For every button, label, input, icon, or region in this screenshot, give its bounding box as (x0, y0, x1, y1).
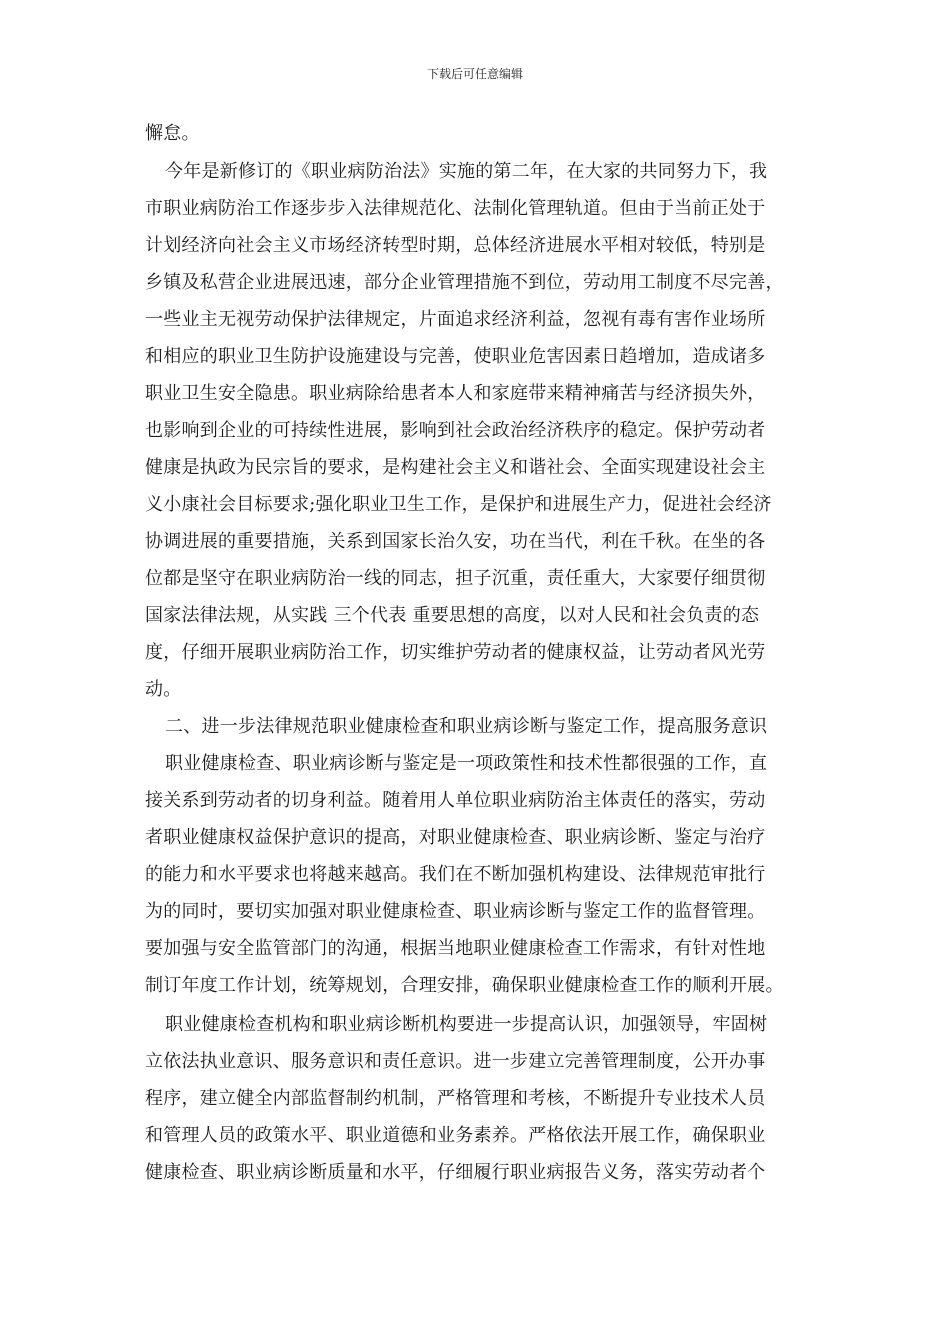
text-line: 职业健康检查机构和职业病诊断机构要进一步提高认识，加强领导，牢固树 (165, 1014, 768, 1035)
text-line: 也影响到企业的可持续性进展，影响到社会政治经济秩序的稳定。保护劳动者 (145, 420, 766, 441)
text-line: 国家法律法规，从实践 三个代表 重要思想的高度，以对人民和社会负责的态 (145, 605, 760, 626)
text-line: 一些业主无视劳动保护法律规定，片面追求经济利益，忽视有毒有害作业场所 (145, 309, 766, 330)
text-line: 和相应的职业卫生防护设施建设与完善，使职业危害因素日趋增加，造成诸多 (145, 346, 766, 367)
text-line: 乡镇及私营企业进展迅速，部分企业管理措施不到位，劳动用工制度不尽完善， (145, 272, 784, 293)
text-line: 立依法执业意识、服务意识和责任意识。进一步建立完善管理制度，公开办事 (145, 1051, 766, 1072)
text-line: 接关系到劳动者的切身利益。随着用人单位职业病防治主体责任的落实，劳动 (145, 790, 766, 811)
text-line: 健康是执政为民宗旨的要求，是构建社会主义和谐社会、全面实现建设社会主 (145, 457, 766, 478)
text-line: 计划经济向社会主义市场经济转型时期，总体经济进展水平相对较低，特别是 (145, 235, 766, 256)
text-line: 今年是新修订的《职业病防治法》实施的第二年，在大家的共同努力下，我 (165, 161, 768, 182)
text-line: 市职业病防治工作逐步步入法律规范化、法制化管理轨道。但由于当前正处于 (145, 198, 766, 219)
text-line: 健康检查、职业病诊断质量和水平，仔细履行职业病报告义务，落实劳动者个 (145, 1162, 766, 1183)
text-line: 协调进展的重要措施，关系到国家长治久安，功在当代，利在千秋。在坐的各 (145, 531, 766, 552)
text-line: 者职业健康权益保护意识的提高，对职业健康检查、职业病诊断、鉴定与治疗 (145, 827, 766, 848)
text-line: 职业卫生安全隐患。职业病除给患者本人和家庭带来精神痛苦与经济损失外， (145, 383, 766, 404)
text-line: 程序，建立健全内部监督制约机制，严格管理和考核，不断提升专业技术人员 (145, 1088, 766, 1109)
page-header: 下载后可任意编辑 (426, 67, 523, 81)
text-line: 动。 (145, 679, 182, 700)
section-heading: 二、进一步法律规范职业健康检查和职业病诊断与鉴定工作，提高服务意识 (165, 716, 768, 737)
text-line: 制订年度工作计划，统筹规划，合理安排，确保职业健康检查工作的顺利开展。 (145, 975, 784, 996)
text-line: 为的同时，要切实加强对职业健康检查、职业病诊断与鉴定工作的监督管理。 (145, 901, 766, 922)
text-line: 要加强与安全监管部门的沟通，根据当地职业健康检查工作需求，有针对性地 (145, 938, 766, 959)
text-line: 的能力和水平要求也将越来越高。我们在不断加强机构建设、法律规范审批行 (145, 864, 766, 885)
text-line: 和管理人员的政策水平、职业道德和业务素养。严格依法开展工作，确保职业 (145, 1125, 766, 1146)
text-line: 度，仔细开展职业病防治工作，切实维护劳动者的健康权益，让劳动者风光劳 (145, 642, 766, 663)
text-line: 位都是坚守在职业病防治一线的同志，担子沉重，责任重大，大家要仔细贯彻 (145, 568, 766, 589)
text-line: 职业健康检查、职业病诊断与鉴定是一项政策性和技术性都很强的工作，直 (165, 753, 768, 774)
text-line: 义小康社会目标要求;强化职业卫生工作，是保护和进展生产力，促进社会经济 (145, 494, 772, 515)
text-line: 懈怠。 (145, 123, 200, 144)
